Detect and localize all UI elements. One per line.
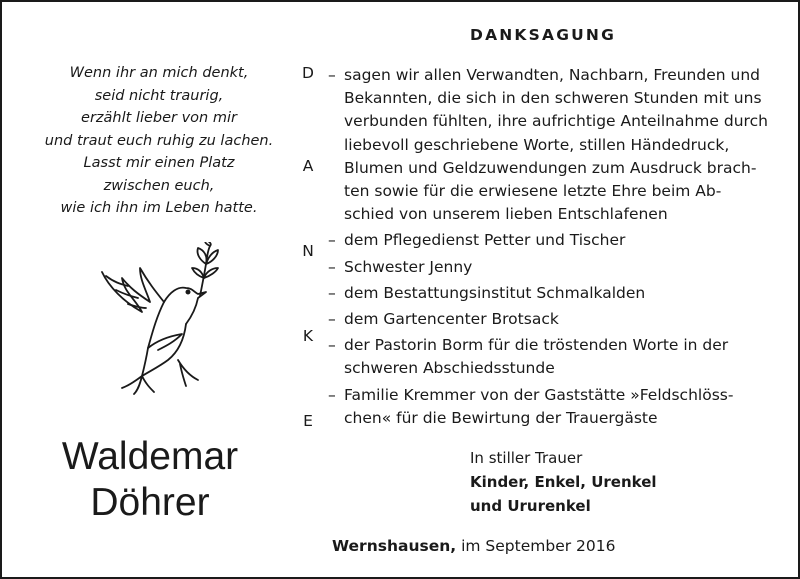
list-item	[328, 308, 778, 331]
date: im September 2016	[461, 537, 616, 555]
list-dash: –	[328, 257, 336, 276]
list-item	[328, 229, 778, 252]
list-item	[328, 384, 778, 430]
page-title: DANKSAGUNG	[470, 26, 617, 44]
signature-relatives: Kinder, Enkel, Urenkel	[470, 473, 657, 491]
list-dash: –	[328, 336, 336, 355]
deceased-name	[30, 434, 270, 526]
signature	[470, 446, 657, 518]
signature-relatives: und Ururenkel	[470, 497, 591, 515]
poem-line: und traut euch ruhig zu lachen.	[44, 132, 274, 149]
deceased-last-name: Döhrer	[90, 481, 210, 524]
list-item-line: liebevoll geschriebene Worte, stillen Händedruck,	[344, 135, 730, 154]
acrostic-letter: K	[302, 327, 314, 345]
signature-intro: In stiller Trauer	[470, 449, 583, 467]
acrostic-letter: E	[303, 412, 313, 430]
list-item-line: Familie Kremmer von der Gaststätte »Feldschlöss-	[344, 385, 734, 404]
poem	[30, 62, 288, 220]
poem-line: zwischen euch,	[103, 177, 215, 194]
poem-line: erzählt lieber von mir	[81, 110, 237, 126]
list-dash: –	[328, 385, 336, 404]
list-item-line: dem Bestattungsinstitut Schmalkalden	[344, 283, 646, 302]
list-item-line: verbunden fühlten, ihre aufrichtige Anteilnahme durch	[344, 112, 768, 131]
list-item-line: Blumen und Geldzuwendungen zum Ausdruck brach-	[344, 158, 757, 177]
poem-line: seid nicht traurig,	[94, 87, 224, 104]
acrostic-letter: D	[302, 64, 314, 82]
list-item	[328, 64, 778, 226]
list-item-line: schied von unserem lieben Entschlafenen	[344, 205, 668, 224]
poem-line: wie ich ihn im Leben hatte.	[60, 200, 258, 216]
list-item	[328, 334, 778, 380]
poem-line: Wenn ihr an mich denkt,	[69, 65, 249, 81]
acrostic-letter: A	[302, 157, 314, 175]
list-dash: –	[328, 283, 336, 302]
dove-with-flower-icon	[94, 242, 234, 397]
list-dash: –	[328, 66, 336, 84]
list-dash: –	[328, 310, 336, 329]
list-item-line: sagen wir allen Verwandten, Nachbarn, Freunden und	[344, 66, 760, 84]
list-item-line: ten sowie für die erwiesene letzte Ehre beim Ab-	[344, 182, 722, 201]
list-item-line: dem Pflegedienst Petter und Tischer	[344, 231, 626, 250]
deceased-first-name: Waldemar	[61, 435, 239, 478]
list-item-line: Bekannten, die sich in den schweren Stunden mit uns	[344, 89, 762, 108]
list-item	[328, 282, 778, 305]
list-item-line: der Pastorin Borm für die tröstenden Worte in der	[344, 336, 729, 355]
list-dash: –	[328, 231, 336, 250]
thanks-list	[328, 64, 778, 430]
list-item-line: dem Gartencenter Brotsack	[344, 310, 559, 329]
list-item	[328, 256, 778, 279]
list-item-line: chen« für die Bewirtung der Trauergäste	[344, 408, 658, 427]
acrostic-letter: N	[302, 242, 314, 260]
list-item-line: Schwester Jenny	[344, 257, 473, 276]
place: Wernshausen,	[332, 537, 457, 555]
poem-line: Lasst mir einen Platz	[83, 155, 235, 171]
place-date	[332, 537, 615, 555]
list-item-line: schweren Abschiedsstunde	[344, 359, 555, 378]
